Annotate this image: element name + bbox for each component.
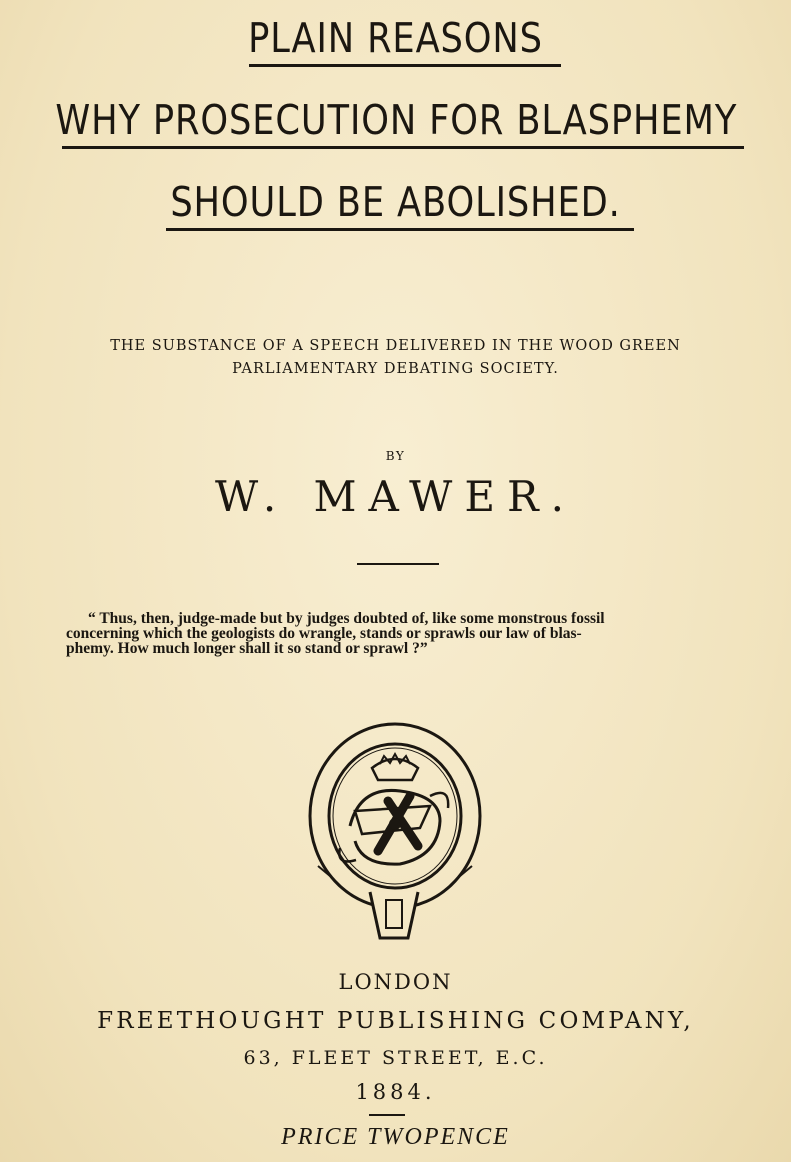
title-underline-1 xyxy=(249,64,561,67)
author-name: W. MAWER. xyxy=(215,472,576,521)
imprint-city: LONDON xyxy=(338,970,453,994)
divider-rule xyxy=(357,563,439,565)
title-underline-3 xyxy=(166,228,634,231)
imprint-year: 1884. xyxy=(355,1080,436,1104)
title-line-3: SHOULD BE ABOLISHED. xyxy=(170,178,621,226)
title-line-1: PLAIN REASONS xyxy=(248,14,543,62)
epigraph-line-3: phemy. How much longer shall it so stand or sprawl ?” xyxy=(66,640,428,657)
imprint-address: 63, FLEET STREET, E.C. xyxy=(243,1047,548,1069)
title-underline-2 xyxy=(62,146,744,149)
epigraph xyxy=(66,611,730,656)
byline: BY xyxy=(385,449,406,463)
title-line-2: WHY PROSECUTION FOR BLASPHEMY xyxy=(55,96,738,144)
epigraph-line-2: concerning which the geologists do wrangle, stands or sprawls our law of blas- xyxy=(66,625,582,642)
price: PRICE TWOPENCE xyxy=(281,1124,510,1150)
imprint-publisher: FREETHOUGHT PUBLISHING COMPANY, xyxy=(97,1008,694,1034)
subtitle-line-1: THE SUBSTANCE OF A SPEECH DELIVERED IN THE WOOD GREEN xyxy=(110,338,681,354)
year-rule xyxy=(369,1114,405,1116)
epigraph-line-1: “ Thus, then, judge-made but by judges doubted of, like some monstrous fossil xyxy=(88,610,605,627)
subtitle-line-2: PARLIAMENTARY DEBATING SOCIETY. xyxy=(232,361,559,377)
publisher-emblem-icon xyxy=(300,716,490,948)
